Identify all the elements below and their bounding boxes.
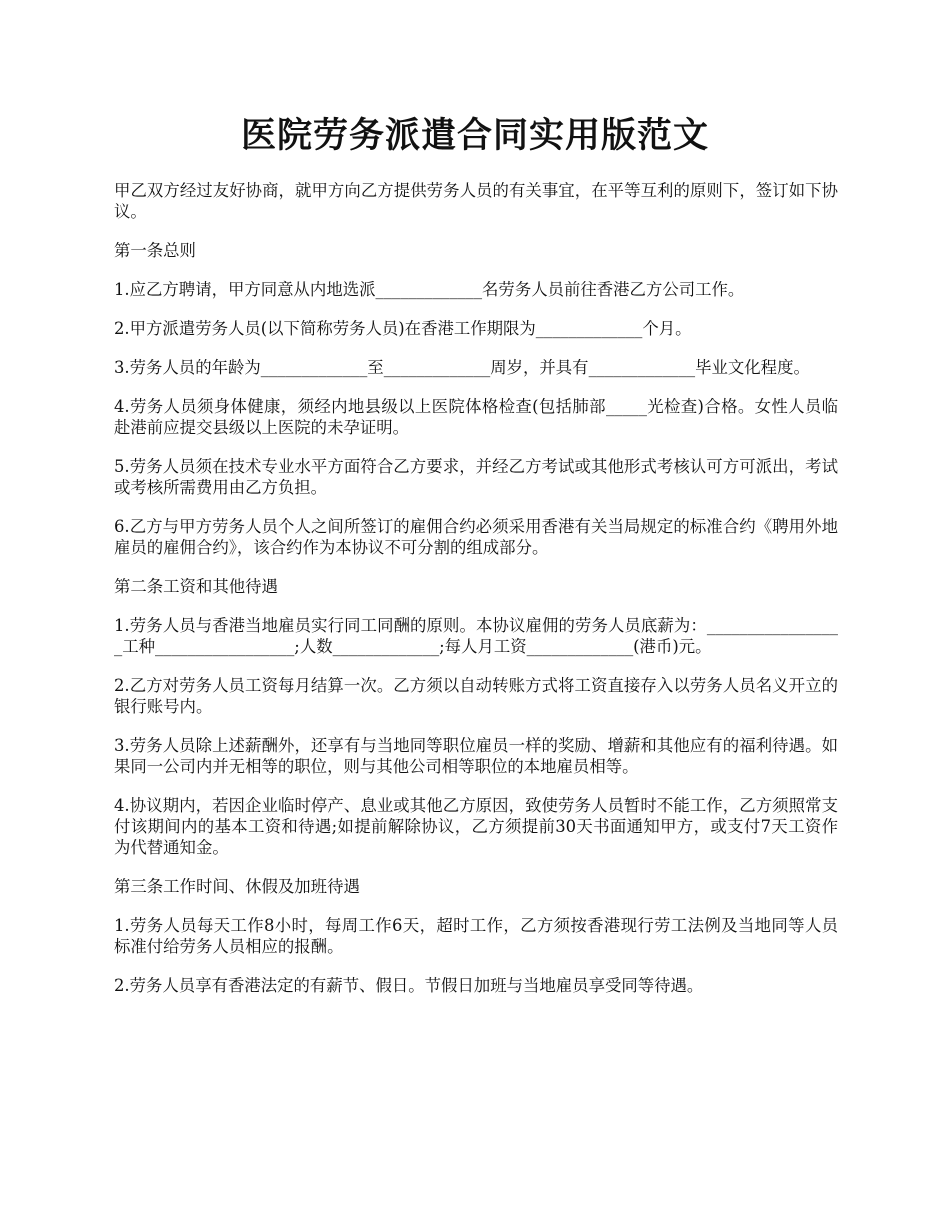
clause-1-2: 2.甲方派遣劳务人员(以下简称劳务人员)在香港工作期限为_____________个月。 bbox=[114, 319, 692, 338]
clause-1-3: 3.劳务人员的年龄为_____________至_____________周岁，并具有_____________毕业文化程度。 bbox=[114, 358, 810, 377]
clause-1-1: 1.应乙方聘请，甲方同意从内地选派_____________名劳务人员前往香港乙方公司工作。 bbox=[114, 280, 745, 299]
clause-3-1: 1.劳务人员每天工作8小时，每周工作6天，超时工作，乙方须按香港现行劳工法例及当地同等人员标准付给劳务人员相应的报酬。 bbox=[114, 916, 838, 956]
clause-2-2: 2.乙方对劳务人员工资每月结算一次。乙方须以自动转账方式将工资直接存入以劳务人员名义开立的银行账号内。 bbox=[114, 676, 838, 716]
section-heading-3: 第三条工作时间、休假及加班待遇 bbox=[114, 877, 360, 896]
section-heading-2: 第二条工资和其他待遇 bbox=[114, 577, 278, 596]
clause-1-6: 6.乙方与甲方劳务人员个人之间所签订的雇佣合约必须采用香港有关当局规定的标准合约《聘用外地雇员的雇佣合约》，该合约作为本协议不可分割的组成部分。 bbox=[114, 517, 838, 557]
clause-2-4: 4.协议期内，若因企业临时停产、息业或其他乙方原因，致使劳务人员暂时不能工作，乙方须照常支付该期间内的基本工资和待遇;如提前解除协议，乙方须提前30天书面通知甲方，或支付7天工资作为代替通知金。 bbox=[114, 796, 838, 857]
clause-1-5: 5.劳务人员须在技术专业水平方面符合乙方要求，并经乙方考试或其他形式考核认可方可派出，考试或考核所需费用由乙方负担。 bbox=[114, 457, 838, 497]
section-heading-1: 第一条总则 bbox=[114, 241, 196, 260]
clause-2-1: 1.劳务人员与香港当地雇员实行同工同酬的原则。本协议雇佣的劳务人员底薪为：_________________工种_________________;人数_____________;每人月工资_____________(港币)元。 bbox=[114, 616, 838, 656]
clause-2-3: 3.劳务人员除上述薪酬外，还享有与当地同等职位雇员一样的奖励、增薪和其他应有的福利待遇。如果同一公司内并无相等的职位，则与其他公司相等职位的本地雇员相等。 bbox=[114, 736, 838, 776]
document-body bbox=[114, 180, 838, 1014]
intro-paragraph: 甲乙双方经过友好协商，就甲方向乙方提供劳务人员的有关事宜，在平等互利的原则下，签订如下协议。 bbox=[114, 181, 838, 221]
document-title: 医院劳务派遣合同实用版范文 bbox=[240, 115, 709, 156]
clause-3-2: 2.劳务人员享有香港法定的有薪节、假日。节假日加班与当地雇员享受同等待遇。 bbox=[114, 976, 704, 995]
clause-1-4: 4.劳务人员须身体健康，须经内地县级以上医院体格检查(包括肺部_____光检查)合格。女性人员临赴港前应提交县级以上医院的未孕证明。 bbox=[114, 397, 838, 437]
